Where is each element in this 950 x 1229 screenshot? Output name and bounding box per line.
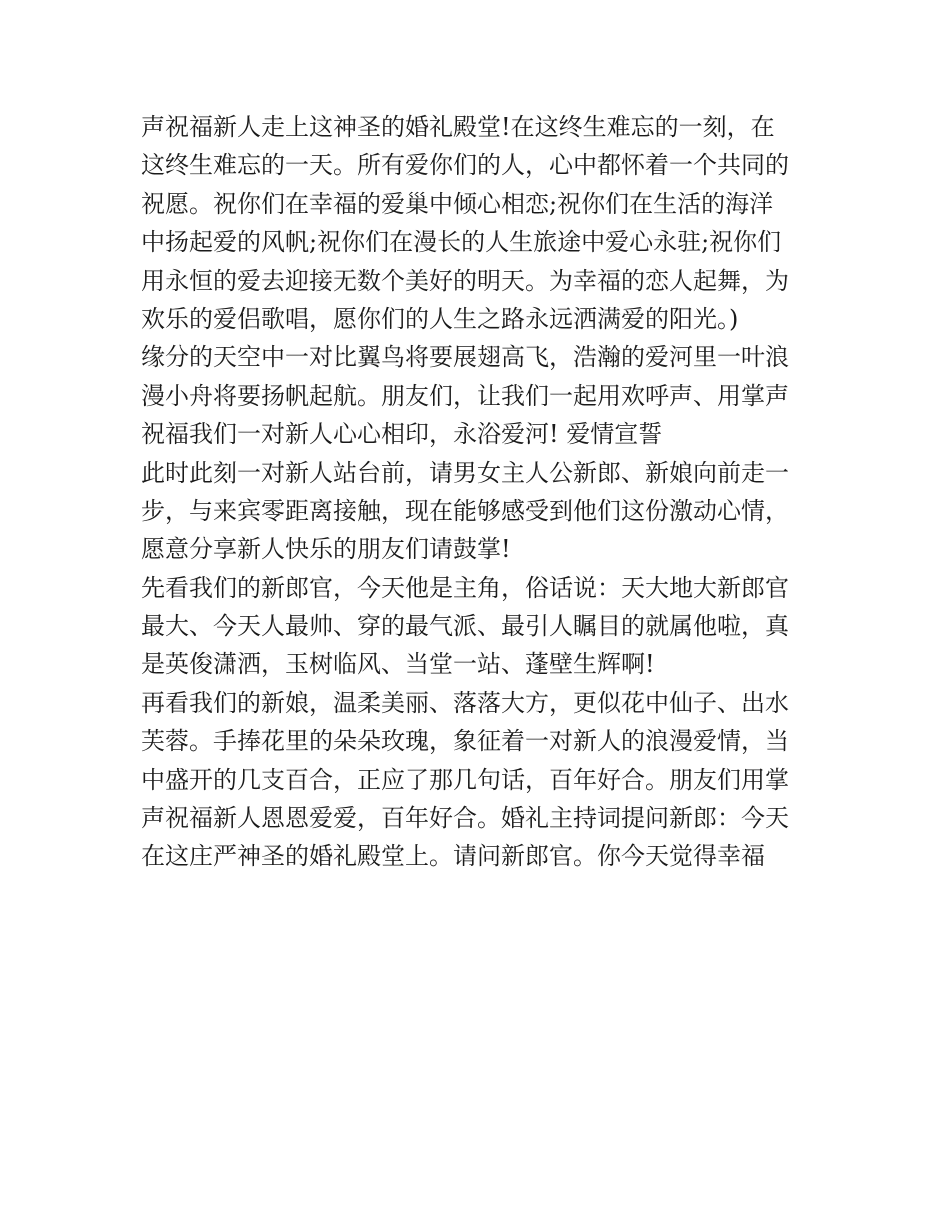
text-line: 中盛开的几支百合，正应了那几句话，百年好合。朋友们用掌 [141,765,789,794]
text-line: 愿意分享新人快乐的朋友们请鼓掌! [141,535,511,564]
text-line: 缘分的天空中一对比翼鸟将要展翅高飞，浩瀚的爱河里一叶浪 [141,343,789,372]
text-line: 祝福我们一对新人心心相印，永浴爱河! 爱情宣誓 [141,420,663,449]
text-line: 是英俊潇洒，玉树临风、当堂一站、蓬壁生辉啊! [141,650,655,679]
body-text [141,108,821,876]
text-line: 声祝福新人走上这神圣的婚礼殿堂!在这终生难忘的一刻，在 [141,113,775,141]
text-line: 中扬起爱的风帆;祝你们在漫长的人生旅途中爱心永驻;祝你们 [141,228,782,257]
text-line: 最大、今天人最帅、穿的最气派、最引人瞩目的就属他啦，真 [141,612,789,641]
text-line: 用永恒的爱去迎接无数个美好的明天。为幸福的恋人起舞，为 [141,266,789,295]
text-line: 在这庄严神圣的婚礼殿堂上。请问新郎官。你今天觉得幸福 [141,842,765,871]
text-line: 先看我们的新郎官，今天他是主角，俗话说：天大地大新郎官 [141,573,789,602]
text-line: 芙蓉。手捧花里的朵朵玫瑰，象征着一对新人的浪漫爱情，当 [141,727,789,756]
text-line: 欢乐的爱侣歌唱，愿你们的人生之路永远洒满爱的阳光。) [141,304,739,333]
text-line: 再看我们的新娘，温柔美丽、落落大方，更似花中仙子、出水 [141,688,789,717]
text-line: 这终生难忘的一天。所有爱你们的人，心中都怀着一个共同的 [141,151,789,180]
text-line: 祝愿。祝你们在幸福的爱巢中倾心相恋;祝你们在生活的海洋 [141,189,774,218]
text-line: 此时此刻一对新人站台前，请男女主人公新郎、新娘向前走一 [141,458,789,487]
text-line: 漫小舟将要扬帆起航。朋友们，让我们一起用欢呼声、用掌声 [141,381,789,410]
text-line: 步，与来宾零距离接触，现在能够感受到他们这份激动心情， [141,496,789,525]
text-line: 声祝福新人恩恩爱爱，百年好合。婚礼主持词提问新郎：今天 [141,804,789,833]
